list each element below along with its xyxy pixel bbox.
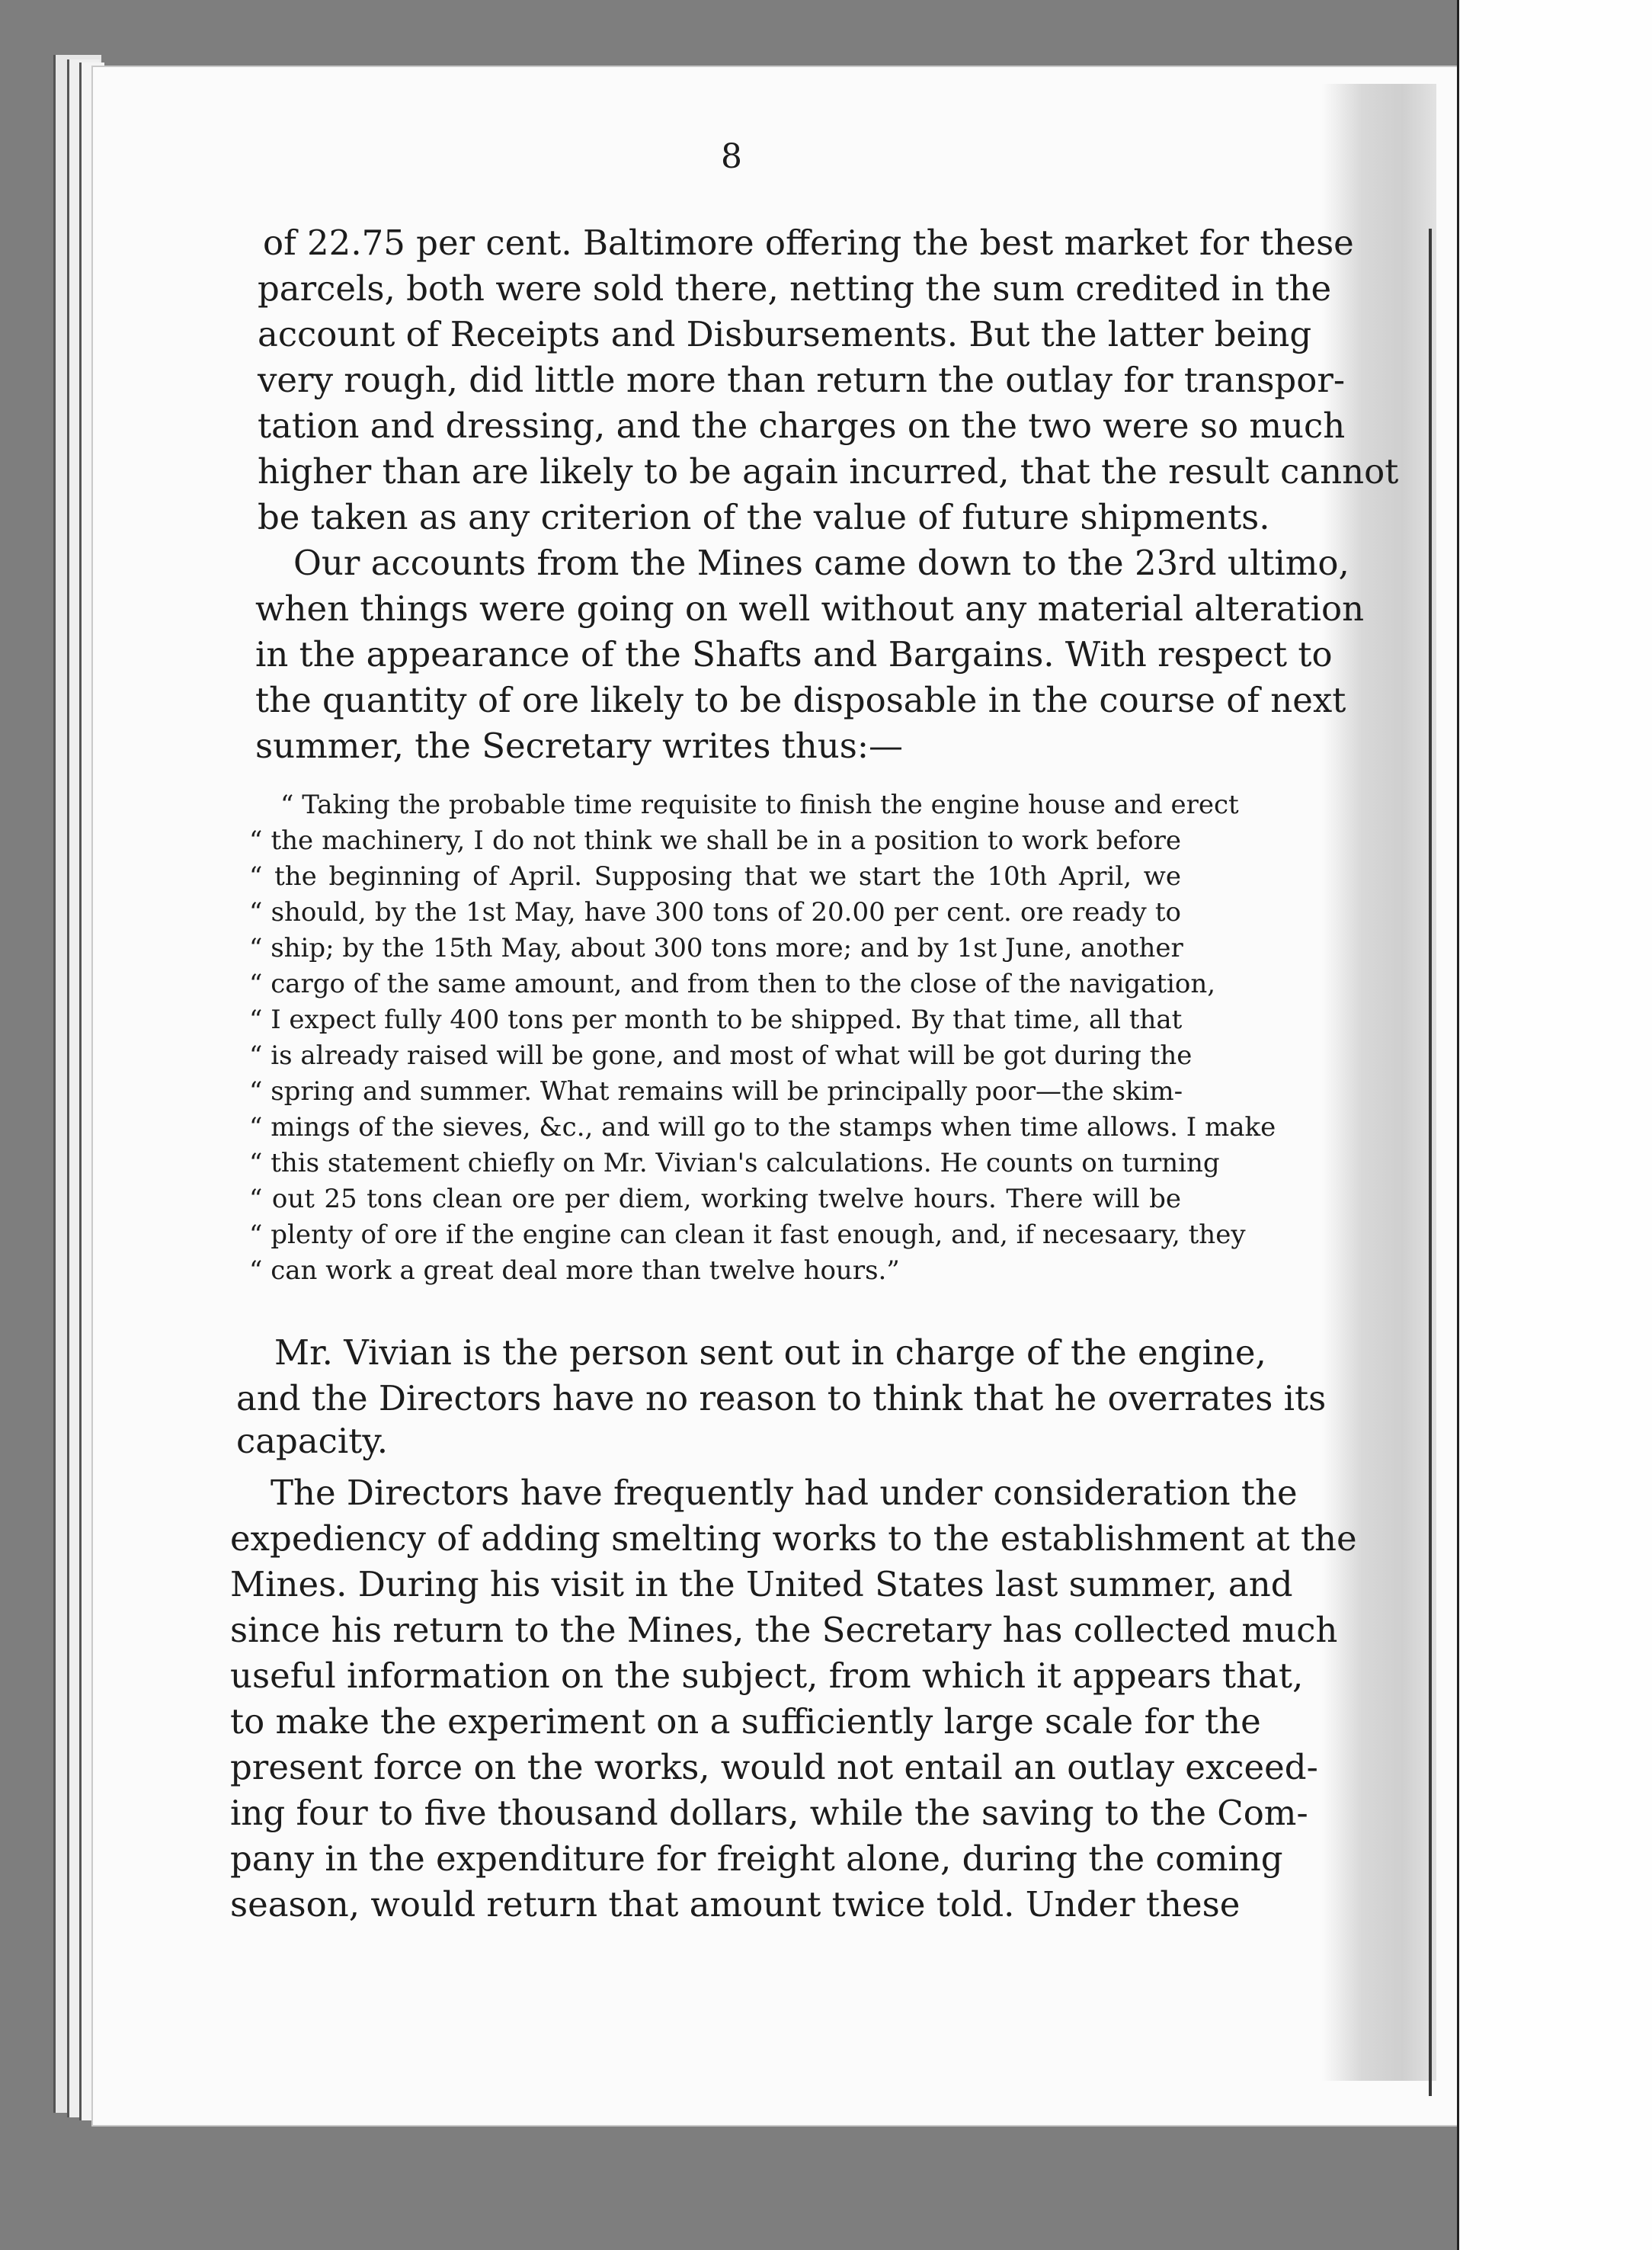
paragraph-line: summer, the Secretary writes thus:— <box>255 726 904 766</box>
page-number: 8 <box>721 137 742 176</box>
paragraph-line: and the Directors have no reason to think that he overrates its <box>236 1378 1327 1418</box>
paragraph-line: tation and dressing, and the charges on the two were so much <box>258 405 1346 446</box>
quote-line: “ I expect fully 400 tons per month to be shipped. By that time, all that <box>249 1005 1183 1035</box>
paragraph-line: Mr. Vivian is the person sent out in charge of the engine, <box>274 1332 1266 1373</box>
paragraph-line: higher than are likely to be again incurred, that the result cannot <box>258 451 1399 492</box>
quote-line: “ out 25 tons clean ore per diem, working twelve hours. There will be <box>249 1184 1181 1214</box>
paragraph-line: expediency of adding smelting works to the establishment at the <box>230 1518 1357 1559</box>
quote-line: “ is already raised will be gone, and most of what will be got during the <box>249 1040 1193 1071</box>
paragraph-line: account of Receipts and Disbursements. But the latter being <box>258 314 1312 354</box>
paragraph-line: in the appearance of the Shafts and Bargains. With respect to <box>255 634 1333 675</box>
paragraph-line: pany in the expenditure for freight alone, during the coming <box>230 1838 1283 1879</box>
quote-line: “ plenty of ore if the engine can clean it fast enough, and, if necesaary, they <box>249 1220 1246 1250</box>
paragraph-line: useful information on the subject, from which it appears that, <box>230 1655 1304 1696</box>
paragraph-line: of 22.75 per cent. Baltimore offering the best market for these <box>263 223 1354 263</box>
quote-line: “ should, by the 1st May, have 300 tons of 20.00 per cent. ore ready to <box>249 897 1181 928</box>
paragraph-line: very rough, did little more than return the outlay for transpor- <box>258 360 1346 400</box>
quote-line: “ the machinery, I do not think we shall be in a position to work before <box>249 825 1181 856</box>
paragraph-line: The Directors have frequently had under consideration the <box>271 1473 1298 1513</box>
quote-line: “ spring and summer. What remains will be principally poor—the skim- <box>249 1076 1183 1107</box>
paragraph-line: parcels, both were sold there, netting the sum credited in the <box>258 268 1332 309</box>
quote-line: “ mings of the sieves, &c., and will go to the stamps when time allows. I make <box>249 1112 1276 1143</box>
paragraph-line: be taken as any criterion of the value of future shipments. <box>258 497 1270 537</box>
paragraph-line: Mines. During his visit in the United States last summer, and <box>230 1564 1293 1604</box>
paragraph-line: when things were going on well without any material alteration <box>255 588 1365 629</box>
paragraph-line: Our accounts from the Mines came down to the 23rd ultimo, <box>293 543 1349 583</box>
paragraph-line: ing four to five thousand dollars, while the saving to the Com- <box>230 1793 1308 1833</box>
paragraph-line: since his return to the Mines, the Secretary has collected much <box>230 1610 1338 1650</box>
quote-line: “ Taking the probable time requisite to finish the engine house and erect <box>280 790 1239 820</box>
paragraph-line: present force on the works, would not entail an outlay exceed- <box>230 1747 1318 1787</box>
quote-line: “ cargo of the same amount, and from then to the close of the navigation, <box>249 969 1216 999</box>
quote-line: “ can work a great deal more than twelve hours.” <box>249 1255 900 1286</box>
quote-line: “ the beginning of April. Supposing that we start the 10th April, we <box>249 861 1181 892</box>
quote-line: “ ship; by the 15th May, about 300 tons more; and by 1st June, another <box>249 933 1183 963</box>
paragraph-line: the quantity of ore likely to be disposable in the course of next <box>255 680 1346 720</box>
paragraph-line: to make the experiment on a sufficiently large scale for the <box>230 1701 1261 1742</box>
quote-line: “ this statement chiefly on Mr. Vivian's calculations. He counts on turning <box>249 1148 1220 1178</box>
paragraph-line: season, would return that amount twice told. Under these <box>230 1884 1241 1925</box>
paragraph-line: capacity. <box>236 1421 389 1461</box>
